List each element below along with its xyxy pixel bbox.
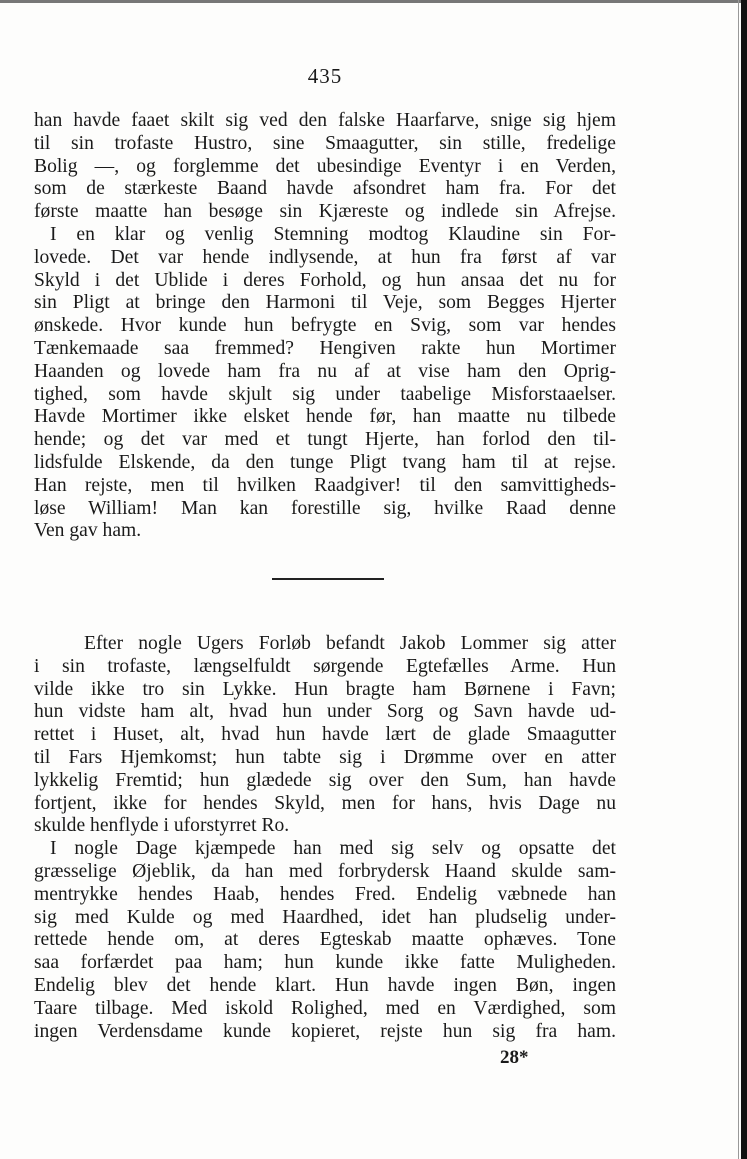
text-line: Endelig blev det hende klart. Hun havde ingen Bøn, ingen [34,974,616,996]
text-line: ingen Verdensdame kunde kopieret, rejste hun sig fra ham. [34,1020,616,1042]
text-line: sig med Kulde og med Haardhed, idet han pludselig under- [34,906,616,928]
text-line: I en klar og venlig Stemning modtog Klaudine sin For- [50,223,616,245]
text-line: hun vidste ham alt, hvad hun under Sorg og Savn havde ud- [34,701,616,723]
text-line: han havde faaet skilt sig ved den falske Haarfarve, snige sig hjem [34,110,616,131]
section-divider [272,578,384,580]
page-right-shadow [738,0,739,1159]
text-line: Efter nogle Ugers Forløb befandt Jakob Lommer sig atter [84,633,616,654]
text-line: Taare tilbage. Med iskold Rolighed, med en Værdighed, som [34,997,616,1019]
text-line: græsselige Øjeblik, da han med forbrydersk Haand skulde sam- [34,860,616,882]
text-line: I nogle Dage kjæmpede han med sig selv og opsatte det [50,838,616,860]
text-line: i sin trofaste, længselfuldt sørgende Egtefælles Arme. Hun [34,655,616,677]
text-line: vilde ikke tro sin Lykke. Hun bragte ham Børnene i Favn; [34,678,616,700]
text-line: Tænkemaade saa fremmed? Hengiven rakte hun Mortimer [34,337,616,359]
text-line: hende; og det var med et tungt Hjerte, han forlod den til- [34,429,616,451]
text-line: sin Pligt at bringe den Harmoni til Veje, som Begges Hjerter [34,292,616,314]
text-line: til Fars Hjemkomst; hun tabte sig i Drømme over en atter [34,746,616,768]
text-line: Han rejste, men til hvilken Raadgiver! til den samvittigheds- [34,474,616,496]
page-number: 435 [307,64,343,88]
text-line: Haanden og lovede ham fra nu af at vise ham den Oprig- [34,360,616,382]
text-line: saa forfærdet paa ham; hun kunde ikke fatte Muligheden. [34,952,616,974]
page-top-edge [0,0,747,3]
text-line: løse William! Man kan forestille sig, hvilke Raad denne [34,497,616,519]
text-line: rettet i Huset, alt, hvad hun havde lært de glade Smaagutter [34,724,616,746]
text-line: skulde henflyde i uforstyrret Ro. [34,815,290,837]
text-line: fortjent, ikke for hendes Skyld, men for hans, hvis Dage nu [34,792,616,814]
text-line: Bolig —, og forglemme det ubesindige Eventyr i en Verden, [34,155,616,177]
text-line: Skyld i det Ublide i deres Forhold, og hun ansaa det nu for [34,269,616,291]
text-line: rettede hende om, at deres Egteskab maatte ophæves. Tone [34,929,616,951]
paragraph-block-1 [34,110,616,543]
text-line: mentrykke hendes Haab, hendes Fred. Endelig væbnede han [34,883,616,905]
text-line: Havde Mortimer ikke elsket hende før, han maatte nu tilbede [34,406,616,428]
text-line: ønskede. Hvor kunde hun befrygte en Svig, som var hendes [34,315,616,337]
text-line: Ven gav ham. [34,520,142,542]
text-line: lykkelig Fremtid; hun glædede sig over den Sum, han havde [34,769,616,791]
text-line: som de stærkeste Baand havde afsondret ham fra. For det [34,178,616,200]
page-right-edge [741,0,747,1159]
text-line: til sin trofaste Hustro, sine Smaagutter, sin stille, fredelige [34,132,616,154]
paragraph-block-2 [34,633,616,1043]
text-line: lidsfulde Elskende, da den tunge Pligt tvang ham til at rejse. [34,451,616,473]
text-line: tighed, som havde skjult sig under taabelige Misforstaaelser. [34,383,616,405]
signature-mark: 28* [500,1047,529,1068]
text-line: lovede. Det var hende indlysende, at hun fra først af var [34,246,616,268]
text-line: første maatte han besøge sin Kjæreste og indlede sin Afrejse. [34,201,616,223]
